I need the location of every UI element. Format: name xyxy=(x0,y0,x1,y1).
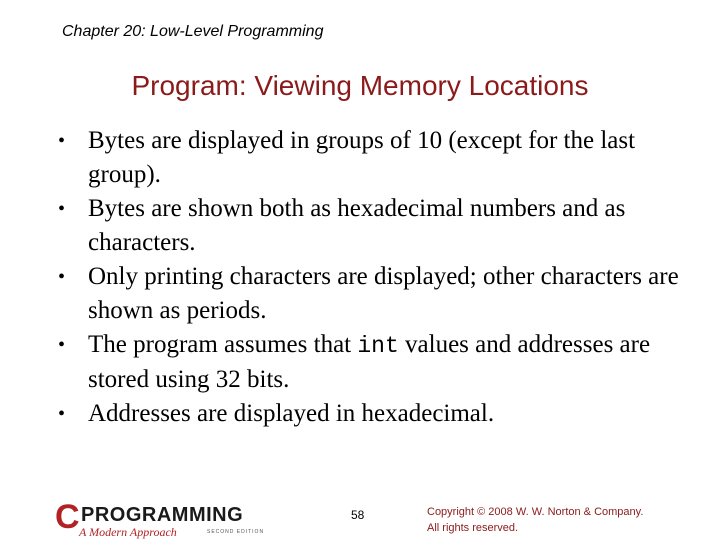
copyright-line: Copyright © 2008 W. W. Norton & Company. xyxy=(427,506,644,518)
page-number: 58 xyxy=(351,508,365,522)
bullet-icon: • xyxy=(58,334,66,356)
bullet-item xyxy=(58,260,698,328)
book-logo xyxy=(55,498,270,540)
copyright-notice xyxy=(427,504,643,536)
chapter-heading: Chapter 20: Low-Level Programming xyxy=(62,23,324,40)
bullet-item xyxy=(58,397,698,431)
logo-wordmark: PROGRAMMING xyxy=(81,504,244,526)
copyright-line: All rights reserved. xyxy=(427,522,519,534)
bullet-list xyxy=(58,124,698,431)
bullet-text: Only printing characters are displayed; other characters are shown as periods. xyxy=(88,263,679,324)
bullet-text: Bytes are shown both as hexadecimal numbers and as characters. xyxy=(88,195,626,256)
slide-title: Program: Viewing Memory Locations xyxy=(131,70,589,101)
bullet-icon: • xyxy=(58,198,66,220)
bullet-text: Addresses are displayed in hexadecimal. xyxy=(88,400,495,427)
bullet-item xyxy=(58,124,698,192)
bullet-icon: • xyxy=(58,266,66,288)
bullet-icon: • xyxy=(58,130,66,152)
code-keyword: int xyxy=(357,333,399,359)
bullet-icon: • xyxy=(58,403,66,425)
bullet-item xyxy=(58,328,698,397)
bullet-text-before-code: The program assumes that xyxy=(88,331,358,358)
logo-subtitle: A Modern Approach xyxy=(79,525,177,539)
logo-initial: C xyxy=(55,498,80,536)
logo-edition: SECOND EDITION xyxy=(207,529,265,535)
bullet-text-after-code: values and addresses are stored using 32 bits. xyxy=(88,331,651,393)
bullet-text: Bytes are displayed in groups of 10 (except for the last group). xyxy=(88,127,636,188)
bullet-item xyxy=(58,192,698,260)
